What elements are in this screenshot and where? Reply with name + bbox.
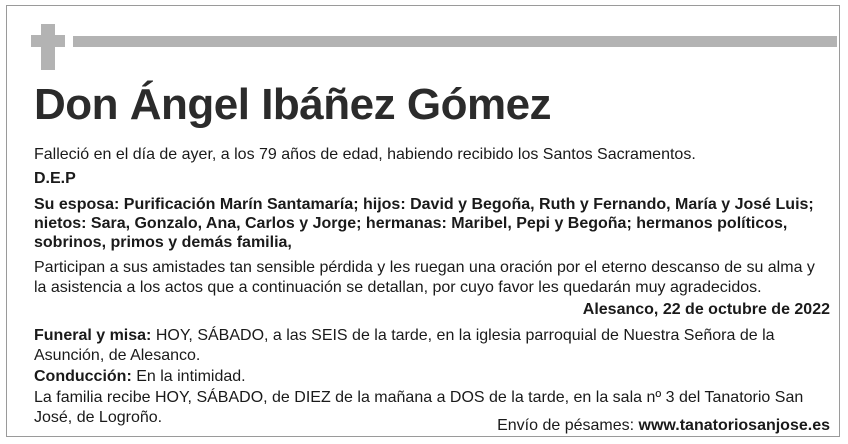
- funeral-info: [34, 326, 830, 366]
- cross-icon: [41, 24, 55, 70]
- funeral-label: Funeral y misa:: [34, 327, 152, 344]
- condolence-link[interactable]: www.tanatoriosanjose.es: [638, 417, 830, 434]
- conduction-label: Conducción:: [34, 368, 132, 385]
- conduction-info: [34, 367, 830, 387]
- conduction-text: En la intimidad.: [131, 368, 246, 385]
- announcement-text: Participan a sus amistades tan sensible pérdida y les ruegan una oración por el eterno descanso de su alma y la asistencia a los actos que a continuación se detallan, por cuyo favor les quedarán muy agradecidos.: [34, 259, 815, 296]
- header-rule: [73, 36, 837, 47]
- deceased-name: Don Ángel Ibáñez Gómez: [34, 80, 552, 129]
- place-date: Alesanco, 22 de octubre de 2022: [582, 301, 830, 318]
- intro-text: Falleció en el día de ayer, a los 79 años de edad, habiendo recibido los Santos Sacramentos.: [34, 146, 696, 163]
- condolence-label: Envío de pésames:: [497, 417, 639, 434]
- family-list: Su esposa: Purificación Marín Santamaría; hijos: David y Begoña, Ruth y Fernando, María y José Luis; nietos: Sara, Gonzalo, Ana, Carlos y Jorge; hermanas: Maribel, Pepi y Begoña; hermanos políticos, sobrinos, primos y demás familia,: [34, 196, 814, 251]
- obituary-card: [6, 5, 840, 437]
- cross-icon-bar: [31, 35, 65, 47]
- funeral-text: HOY, SÁBADO, a las SEIS de la tarde, en la iglesia parroquial de Nuestra Señora de la Asunción, de Alesanco.: [34, 327, 775, 364]
- reception-info: La familia recibe HOY, SÁBADO, de DIEZ de la mañana a DOS de la tarde, en la sala nº 3 del Tanatorio San José, de Logroño.: [34, 389, 804, 426]
- dep-text: D.E.P: [34, 170, 76, 187]
- condolence-line: [34, 416, 830, 436]
